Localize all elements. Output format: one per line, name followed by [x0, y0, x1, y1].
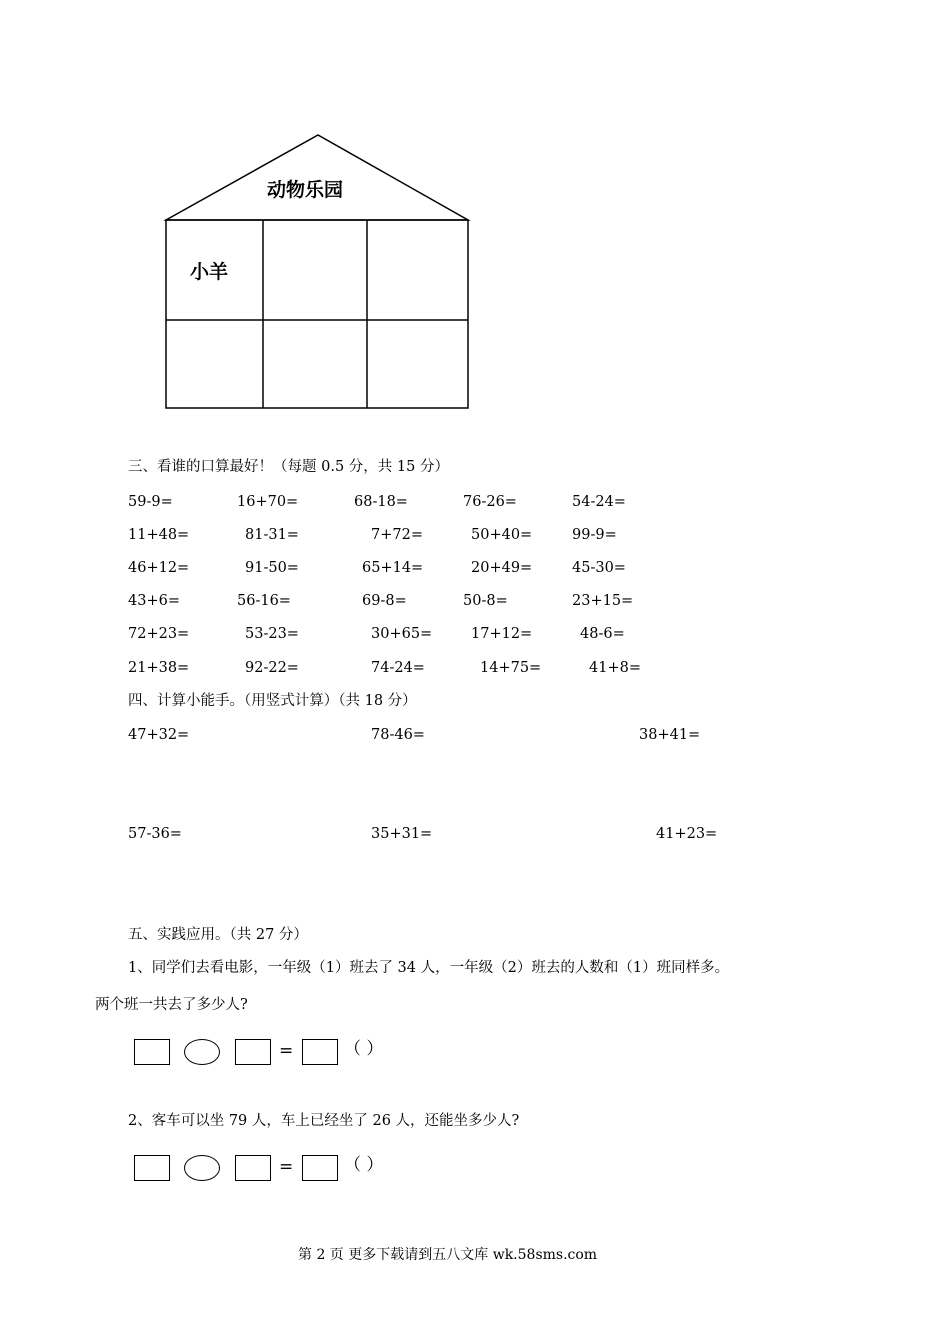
mental-math-item: 46+12= — [128, 560, 190, 576]
mental-math-item: 20+49= — [471, 560, 533, 576]
vertical-calc-problem: 35+31= — [371, 826, 433, 842]
mental-math-item: 76-26= — [463, 494, 517, 510]
mental-math-item: 56-16= — [237, 593, 291, 609]
mental-math-item: 68-18= — [354, 494, 408, 510]
unit-parentheses[interactable]: （ ） — [344, 1039, 384, 1059]
mental-math-item: 21+38= — [128, 660, 190, 676]
answer-box-result[interactable] — [302, 1155, 338, 1181]
unit-parentheses[interactable]: （ ） — [344, 1155, 384, 1175]
answer-box-number2[interactable] — [235, 1039, 271, 1065]
question1-text-line1: 1、同学们去看电影，一年级（1）班去了 34 人，一年级（2）班去的人数和（1）班同样多。 — [128, 960, 730, 976]
vertical-calc-problem: 41+23= — [656, 826, 718, 842]
vertical-calc-problem: 78-46= — [371, 727, 425, 743]
mental-math-item: 92-22= — [245, 660, 299, 676]
mental-math-item: 14+75= — [480, 660, 542, 676]
mental-math-item: 41+8= — [589, 660, 641, 676]
answer-box-number1[interactable] — [134, 1039, 170, 1065]
mental-math-item: 48-6= — [580, 626, 625, 642]
house-roof-label: 动物乐园 — [267, 179, 344, 201]
mental-math-item: 11+48= — [128, 527, 190, 543]
vertical-calc-problem: 38+41= — [639, 727, 701, 743]
answer-box-result[interactable] — [302, 1039, 338, 1065]
question2-text: 2、客车可以坐 79 人，车上已经坐了 26 人，还能坐多少人? — [128, 1113, 520, 1129]
section3-title: 三、看谁的口算最好！（每题 0.5 分，共 15 分） — [128, 459, 449, 475]
vertical-calc-problem: 57-36= — [128, 826, 182, 842]
section5-title: 五、实践应用。（共 27 分） — [128, 927, 308, 943]
mental-math-item: 30+65= — [371, 626, 433, 642]
mental-math-item: 45-30= — [572, 560, 626, 576]
mental-math-item: 7+72= — [371, 527, 423, 543]
mental-math-item: 50-8= — [463, 593, 508, 609]
answer-oval-operator[interactable] — [184, 1155, 220, 1181]
mental-math-item: 59-9= — [128, 494, 173, 510]
house-grid-border — [166, 220, 468, 408]
mental-math-item: 16+70= — [237, 494, 299, 510]
mental-math-item: 43+6= — [128, 593, 180, 609]
mental-math-item: 53-23= — [245, 626, 299, 642]
answer-box-number2[interactable] — [235, 1155, 271, 1181]
answer-oval-operator[interactable] — [184, 1039, 220, 1065]
equals-sign: = — [279, 1041, 294, 1061]
mental-math-item: 74-24= — [371, 660, 425, 676]
mental-math-item: 17+12= — [471, 626, 533, 642]
mental-math-item: 50+40= — [471, 527, 533, 543]
mental-math-item: 91-50= — [245, 560, 299, 576]
mental-math-item: 69-8= — [362, 593, 407, 609]
equals-sign: = — [279, 1157, 294, 1177]
mental-math-item: 99-9= — [572, 527, 617, 543]
mental-math-item: 54-24= — [572, 494, 626, 510]
question1-text-line2: 两个班一共去了多少人? — [95, 997, 248, 1013]
answer-box-number1[interactable] — [134, 1155, 170, 1181]
section4-title: 四、计算小能手。（用竖式计算）（共 18 分） — [128, 693, 417, 709]
house-cell-label-sheep: 小羊 — [190, 261, 229, 283]
page-footer: 第 2 页 更多下载请到五八文库 wk.58sms.com — [298, 1247, 598, 1263]
vertical-calc-problem: 47+32= — [128, 727, 190, 743]
mental-math-item: 72+23= — [128, 626, 190, 642]
mental-math-item: 65+14= — [362, 560, 424, 576]
mental-math-item: 81-31= — [245, 527, 299, 543]
mental-math-item: 23+15= — [572, 593, 634, 609]
